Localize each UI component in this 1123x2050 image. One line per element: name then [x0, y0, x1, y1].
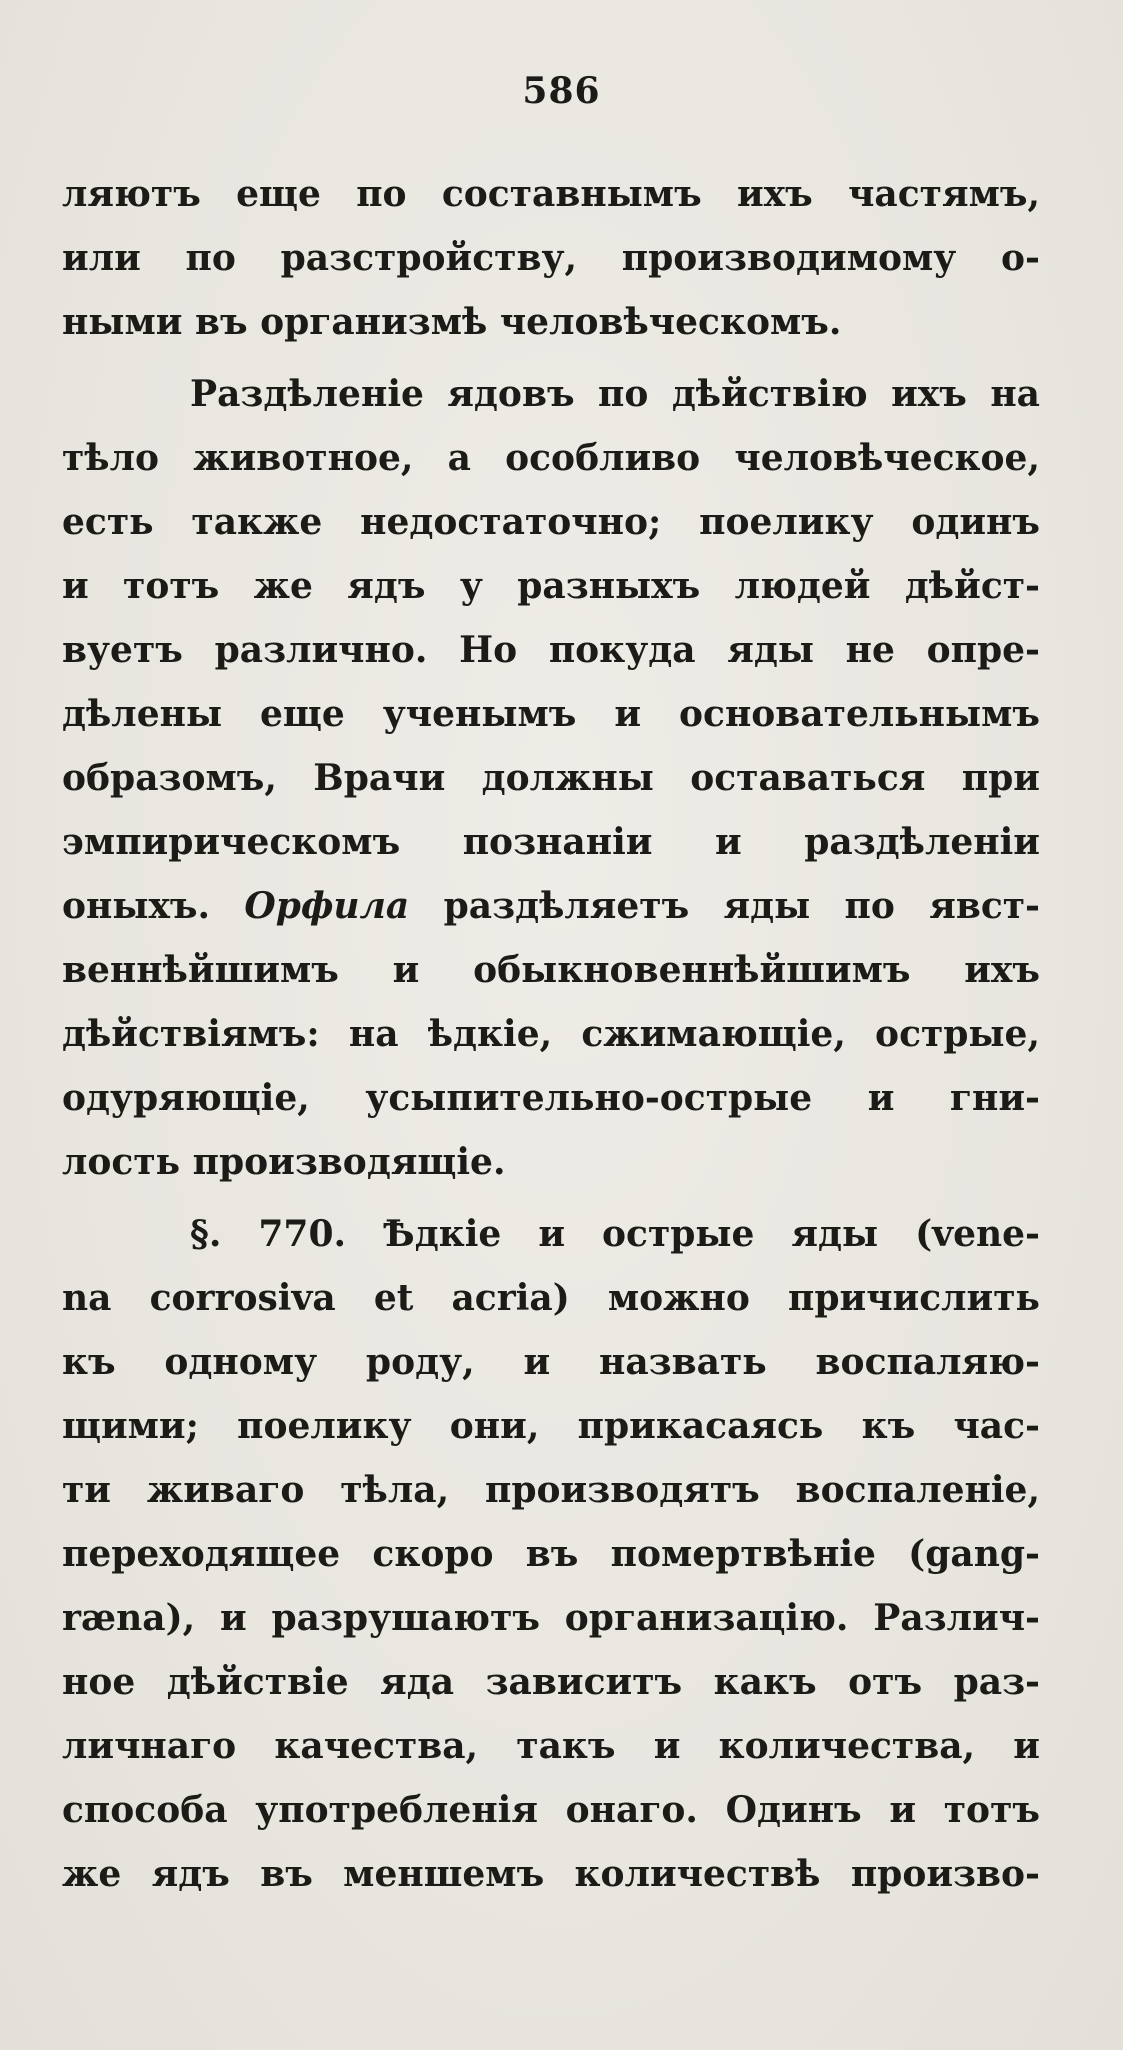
author-name-italic: Орфила: [244, 885, 410, 927]
text-line: и тотъ же ядъ у разныхъ людей дѣйст-: [62, 565, 1040, 607]
text-line: вуетъ различно. Но покуда яды не опре-: [62, 629, 1040, 671]
text-line: переходящее скоро въ помертвѣніе (gang-: [62, 1533, 1040, 1575]
text-line: ляютъ еще по составнымъ ихъ частямъ,: [62, 173, 1040, 215]
text-segment: раздѣляетъ яды по явст-: [409, 885, 1040, 927]
text-line: Раздѣленіе ядовъ по дѣйствію ихъ на: [190, 373, 1040, 415]
page-number: 586: [522, 70, 601, 112]
body-text: [62, 162, 1040, 1906]
text-line: ными въ организмѣ человѣческомъ.: [62, 301, 842, 343]
text-line: способа употребленія онаго. Одинъ и тотъ: [62, 1789, 1040, 1831]
text-segment: оныхъ.: [62, 885, 245, 927]
text-line: или по разстройству, производимому о-: [62, 237, 1040, 279]
text-line: дѣлены еще ученымъ и основательнымъ: [62, 693, 1040, 735]
text-line: ти живаго тѣла, производятъ воспаленіе,: [62, 1469, 1040, 1511]
text-line: личнаго качества, такъ и количества, и: [62, 1725, 1040, 1767]
text-line: къ одному роду, и назвать воспаляю-: [62, 1341, 1040, 1383]
text-line: эмпирическомъ познаніи и раздѣленіи: [62, 821, 1040, 863]
text-line: [62, 874, 1040, 938]
text-line: ное дѣйствіе яда зависитъ какъ отъ раз-: [62, 1661, 1040, 1703]
section-heading-line: §. 770. Ѣдкіе и острые яды (vene-: [190, 1213, 1040, 1255]
text-line: щими; поелику они, прикасаясь къ час-: [62, 1405, 1040, 1447]
text-line: образомъ, Врачи должны оставаться при: [62, 757, 1040, 799]
text-line: же ядъ въ меншемъ количествѣ произво-: [62, 1853, 1040, 1895]
text-line: веннѣйшимъ и обыкновеннѣйшимъ ихъ: [62, 949, 1040, 991]
paragraph-gap: [62, 1194, 1040, 1202]
text-line: лость производящіе.: [62, 1141, 506, 1183]
paragraph-gap: [62, 354, 1040, 362]
text-line: дѣйствіямъ: на ѣдкіе, сжимающіе, острые,: [62, 1013, 1040, 1055]
text-line: тѣло животное, а особливо человѣческое,: [62, 437, 1040, 479]
text-line: ræna), и разрушаютъ организацію. Различ-: [62, 1597, 1040, 1639]
text-line: есть также недостаточно; поелику одинъ: [62, 501, 1040, 543]
text-line: na corrosiva et acria) можно причислить: [62, 1277, 1040, 1319]
text-line: одуряющіе, усыпительно-острые и гни-: [62, 1077, 1040, 1119]
